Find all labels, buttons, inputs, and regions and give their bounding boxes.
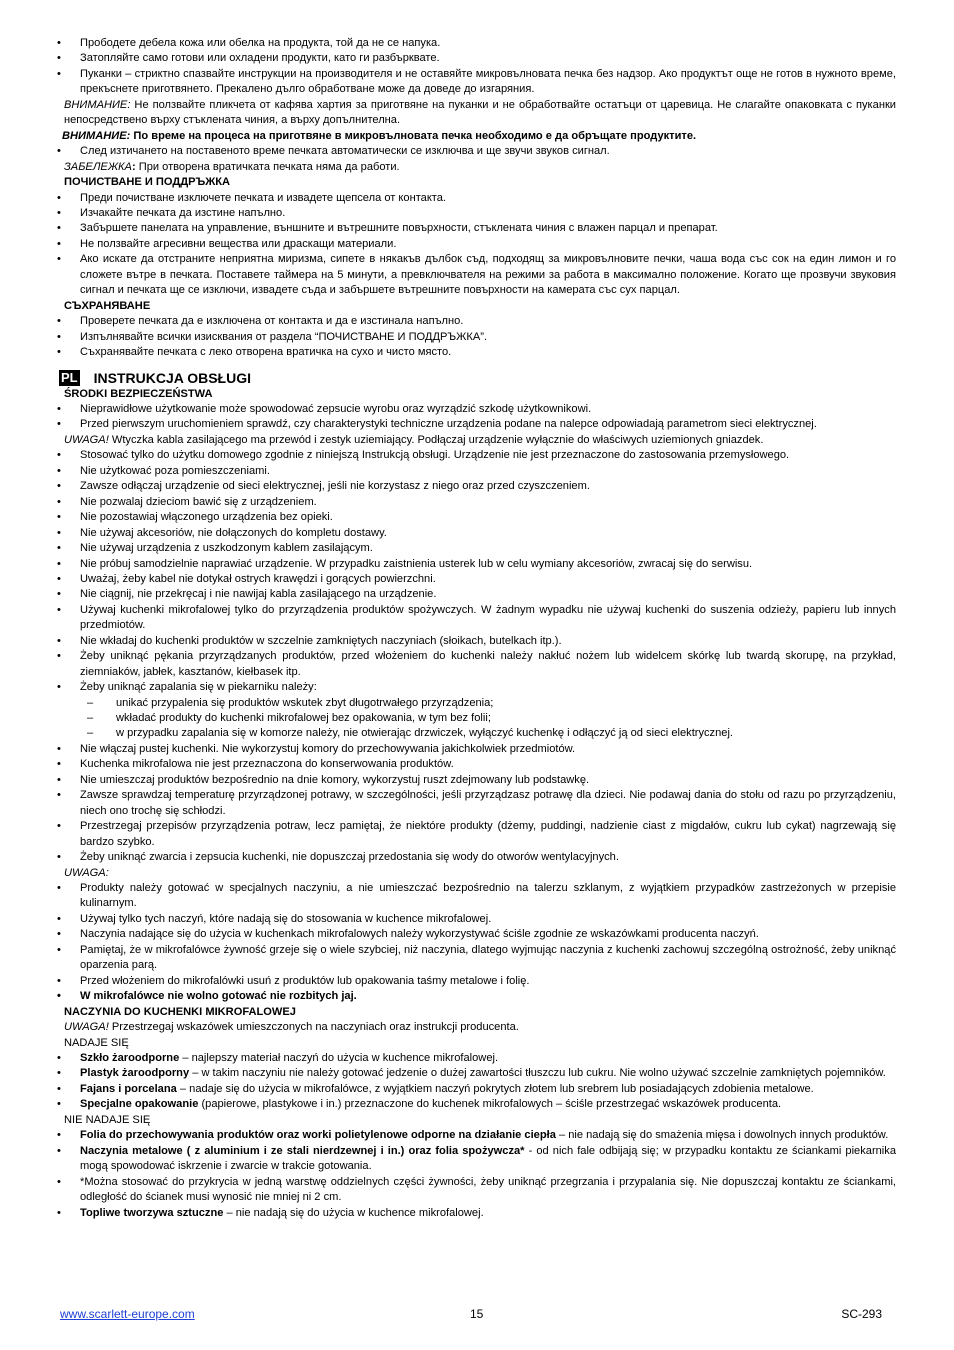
list-item <box>62 1144 896 1175</box>
section-heading: СЪХРАНЯВАНЕ <box>64 299 151 312</box>
list-item: • Забършете панелата на управление, външните и вътрешните повърхности, стъклената чиния с влажен парцал и препарат. <box>62 221 896 236</box>
bulleted-list <box>62 1128 896 1221</box>
bulleted-list <box>62 1051 896 1113</box>
list-item: • Przed pierwszym uruchomieniem sprawdź, czy charakterystyki techniczne urządzenia podane na nalepce odpowiadają parametrom sieci elektrycznej. <box>62 417 896 432</box>
list-item: • Zawsze sprawdzaj temperaturę przyrządzonej potrawy, w szczególności, jeśli przyrządzasz potrawę dla dzieci. Nie podawaj dania do stołu od razu po przyrządzeniu, niech ono trochę się schłodzi. <box>62 788 896 819</box>
warning-text: Не ползвайте пликчета от кафява хартия за приготвяне на пуканки и не обработвайте остатъци от царевица. Не слагайте опаковката с пуканки непосредствено върху стъклената чиния, а върху допълнителна. <box>64 98 896 127</box>
note-text: При отворена вратичката печката няма да работи. <box>135 160 400 173</box>
list-item: • Nie pozostawiaj włączonego urządzenia bez opieki. <box>62 510 896 525</box>
page-number: 15 <box>470 1307 484 1321</box>
list-item: • Прободете дебела кожа или обелка на продукта, той да не се напука. <box>62 36 896 51</box>
warning-label: UWAGA! <box>64 433 109 446</box>
item-term: Fajans i porcelana <box>80 1082 177 1095</box>
warning-text: Przestrzegaj wskazówek umieszczonych na naczyniach oraz instrukcji producenta. <box>108 1021 519 1034</box>
list-item: • Zawsze odłączaj urządzenie od sieci elektrycznej, jeśli nie korzystasz z niego oraz przed czyszczeniem. <box>62 479 896 494</box>
list-item: • Nie próbuj samodzielnie naprawiać urządzenie. W przypadku zaistnienia usterek lub w celu wymiany akcesoriów, zwracaj się do serwisu. <box>62 557 896 572</box>
section-heading: ПОЧИСТВАНЕ И ПОДДРЪЖКА <box>64 176 231 189</box>
list-item <box>62 1066 896 1081</box>
item-text: *Można stosować do przykrycia w jedną warstwę oddzielnych części żywności, żeby uniknąć przegrzania i przypalania się. Nie dopuszczaj kontaktu ze ściankami, odległość do ścianek musi wynosić nie mniej ni 2 cm. <box>80 1175 896 1204</box>
dash-item: – w przypadku zapalania się w komorze należy, nie otwierając drzwiczek, wyłączyć kuchenkę i odłączyć ją od sieci elektrycznej. <box>62 726 896 741</box>
list-item: • Пуканки – стриктно спазвайте инструкции на производителя и не оставяйте микровълновата печка без надзор. Ако продуктът още не готов в нужното време, прекъснете приготвянето. Прекалено дълго обработване може да доведе до изгаряния. <box>62 67 896 98</box>
list-item <box>62 1128 896 1143</box>
list-item: • Nie włączaj pustej kuchenki. Nie wykorzystuj komory do przechowywania jakichkolwiek przedmiotów. <box>62 742 896 757</box>
item-term: Topliwe tworzywa sztuczne <box>80 1206 224 1219</box>
language-section-header <box>62 369 896 387</box>
section-heading: NACZYNIA DO KUCHENKI MIKROFALOWEJ <box>64 1005 296 1018</box>
list-item <box>62 1175 896 1206</box>
list-item: • Żeby uniknąć pękania przyrządzanych produktów, przed włożeniem do kuchenki należy nakłuć nożem lub widelcem skórkę lub twardą skorupę, na przykład, ziemniaków, jabłek, kasztanów, kiełbasek itp. <box>62 649 896 680</box>
dash-list <box>62 696 896 742</box>
list-item: • Stosować tylko do użytku domowego zgodnie z niniejszą Instrukcją obsługi. Urządzenie nie jest przeznaczone do zastosowania przemysłowego. <box>62 448 896 463</box>
list-item <box>62 1051 896 1066</box>
warning-label: UWAGA: <box>64 866 109 879</box>
item-term: Plastyk żaroodporny <box>80 1067 190 1080</box>
list-item: • Преди почистване изключете печката и извадете щепсела от контакта. <box>62 191 896 206</box>
list-item: • Nie umieszczaj produktów bezpośrednio na dnie komory, wykorzystuj ruszt zdejmowany lub podstawkę. <box>62 773 896 788</box>
warning-text: Wtyczka kabla zasilającego ma przewód i zestyk uziemiający. Podłączaj urządzenie wyłącznie do właściwych uziemionych gniazdek. <box>108 433 764 446</box>
list-item: • Nie wkładaj do kuchenki produktów w szczelnie zamkniętych naczyniach (słoikach, butelkach itp.). <box>62 634 896 649</box>
dash-item: – wkładać produkty do kuchenki mikrofalowej bez opakowania, w tym bez folii; <box>62 711 896 726</box>
list-item: • Nie ciągnij, nie przekręcaj i nie nawijaj kabla zasilającego na urządzenie. <box>62 587 896 602</box>
item-text: – nadaje się do użycia w mikrofalówce, z wyjątkiem naczyń pokrytych złotem lub srebrem lub posiadających zdobienia metalowe. <box>176 1082 814 1095</box>
list-item: • Съхранявайте печката с леко отворена вратичка на сухо и чисто място. <box>62 345 896 360</box>
list-item: • Przestrzegaj przepisów przyrządzenia potraw, lecz pamiętaj, że niektóre produkty (dżemy, puddingi, nadzienie ciast z migdałów, cukru lub cykat) nagrzewają się bardzo szybko. <box>62 819 896 850</box>
website-link[interactable]: www.scarlett-europe.com <box>60 1307 195 1321</box>
warning-paragraph <box>62 129 896 144</box>
list-item: • След изтичането на поставеното време печката автоматически се изключва и ще звучи звуков сигнал. <box>62 144 896 159</box>
bulleted-list <box>62 448 896 695</box>
list-item: • Ако искате да отстраните неприятна миризма, сипете в някакъв дълбок съд, подходящ за микровълновите печки, чаша вода със сок на един лимон и го сложете вътре в печката. Поставете таймера на 5 минути, а превключвателя на режими за работа в максимално положение. Когато ще прозвучи звуковия сигнал и печката ще се изключи, извадете съда и забършете вътрешните повърхности на камерата със сух парцал. <box>62 252 896 298</box>
warning-label: UWAGA! <box>64 1021 109 1034</box>
item-text: - od nich fale odbijają się; w przypadku kontaktu ze ściankami piekarnika mogą spowodować iskrzenie i zwarcie w trakcie gotowania. <box>80 1144 896 1173</box>
list-item <box>62 1206 896 1221</box>
list-item: • Naczynia nadające się do użycia w kuchenkach mikrofalowych należy wykorzystywać ściśle zgodnie ze wskazówkami producenta naczyń. <box>62 927 896 942</box>
item-text: (papierowe, plastykowe i in.) przeznaczone do kuchenek mikrofalowych – ściśle przestrzegać wskazówek producenta. <box>198 1098 782 1111</box>
list-item: • Изпълнявайте всички изисквания от раздела “ПОЧИСТВАНЕ И ПОДДРЪЖКА”. <box>62 330 896 345</box>
list-item: • Nieprawidłowe użytkowanie może spowodować zepsucie wyrobu oraz wyrządzić szkodę użytkownikowi. <box>62 402 896 417</box>
note-paragraph <box>62 160 896 175</box>
list-item: • Produkty należy gotować w specjalnych naczyniu, a nie umieszczać bezpośrednio na talerzu szklanym, z wyjątkiem przypadków zastrzeżonych w przepisie kulinarnym. <box>62 881 896 912</box>
warning-label: ВНИМАНИЕ: <box>62 129 131 142</box>
list-item: • Проверете печката да е изключена от контакта и да е изстинала напълно. <box>62 314 896 329</box>
list-item: • Изчакайте печката да изстине напълно. <box>62 206 896 221</box>
list-item: • W mikrofalówce nie wolno gotować nie rozbitych jaj. <box>62 989 896 1004</box>
list-item: • Nie użytkować poza pomieszczeniami. <box>62 464 896 479</box>
list-item: • Nie używaj akcesoriów, nie dołączonych do kompletu dostawy. <box>62 526 896 541</box>
warning-label: ВНИМАНИЕ: <box>64 98 131 111</box>
list-item: • Uważaj, żeby kabel nie dotykał ostrych krawędzi i gorących powierzchni. <box>62 572 896 587</box>
dash-item: – unikać przypalenia się produktów wskutek zbyt długotrwałego przyrządzenia; <box>62 696 896 711</box>
bulleted-list <box>62 402 896 433</box>
item-text: – nie nadają się do użycia w kuchence mikrofalowej. <box>223 1206 484 1219</box>
model-number: SC-293 <box>841 1307 882 1321</box>
bulleted-list <box>62 191 896 299</box>
item-text: – w takim naczyniu nie należy gotować jedzenie o dużej zawartości tłuszczu lub cukru. Nie wolno używać szczelnie zamkniętych pojemników. <box>189 1067 886 1080</box>
list-item: • Не ползвайте агресивни вещества или драскащи материали. <box>62 237 896 252</box>
language-badge: PL <box>61 369 78 385</box>
list-item: • Żeby uniknąć zapalania się w piekarniku należy: <box>62 680 896 695</box>
subheading-unsuitable: NIE NADAJE SIĘ <box>64 1113 151 1126</box>
item-term: Folia do przechowywania produktów oraz worki polietylenowe odporne na działanie ciepła <box>80 1129 556 1142</box>
list-item: • Żeby uniknąć zwarcia i zepsucia kuchenki, nie dopuszczaj przedostania się wody do otworów wentylacyjnych. <box>62 850 896 865</box>
warning-paragraph <box>62 1020 896 1035</box>
list-item <box>62 1082 896 1097</box>
warning-paragraph <box>62 433 896 448</box>
item-term: Naczynia metalowe ( z aluminium i ze stali nierdzewnej i in.) oraz folia spożywcza* <box>80 1144 525 1157</box>
list-item: • Nie używaj urządzenia z uszkodzonym kablem zasilającym. <box>62 541 896 556</box>
bulleted-list <box>62 742 896 866</box>
bulleted-list <box>62 314 896 360</box>
list-item: • Używaj kuchenki mikrofalowej tylko do przyrządzenia produktów spożywczych. W żadnym wypadku nie używaj kuchenki do suszenia odzieży, papieru lub innych przedmiotów. <box>62 603 896 634</box>
list-item: • Pamiętaj, że w mikrofalówce żywność grzeje się o wiele szybciej, niż naczynia, dlatego wyjmując naczynia z kuchenki zachowuj szczególną ostrożność, żeby uniknąć oparzenia parą. <box>62 943 896 974</box>
list-item: • Nie pozwalaj dzieciom bawić się z urządzeniem. <box>62 495 896 510</box>
subheading-suitable: NADAJE SIĘ <box>64 1036 129 1049</box>
item-text: – nie nadają się do smażenia mięsa i dowolnych innych produktów. <box>555 1129 889 1142</box>
note-colon: : <box>131 160 136 173</box>
list-item: • Przed włożeniem do mikrofalówki usuń z produktów lub opakowania taśmy metalowe i folię. <box>62 974 896 989</box>
list-item <box>62 1097 896 1112</box>
bulleted-list <box>62 881 896 989</box>
list-item: • Затопляйте само готови или охладени продукти, като ги разбърквате. <box>62 51 896 66</box>
warning-text: По време на процеса на приготвяне в микровълновата печка необходимо е да обръщате продуктите. <box>130 129 697 142</box>
section-title: INSTRUKCJA OBSŁUGI <box>93 369 252 386</box>
item-term: Szkło żaroodporne <box>80 1052 180 1064</box>
warning-paragraph <box>62 98 896 129</box>
note-label: ЗАБЕЛЕЖКА <box>64 160 132 173</box>
item-term: Specjalne opakowanie <box>80 1098 199 1111</box>
item-text: – najlepszy materiał naczyń do użycia w kuchence mikrofalowej. <box>179 1052 499 1064</box>
page-content <box>62 36 896 1221</box>
list-item: • Używaj tylko tych naczyń, które nadają się do stosowania w kuchence mikrofalowej. <box>62 912 896 927</box>
section-heading: ŚRODKI BEZPIECZEŃSTWA <box>64 387 213 400</box>
list-item: • Kuchenka mikrofalowa nie jest przeznaczona do konserwowania produktów. <box>62 757 896 772</box>
